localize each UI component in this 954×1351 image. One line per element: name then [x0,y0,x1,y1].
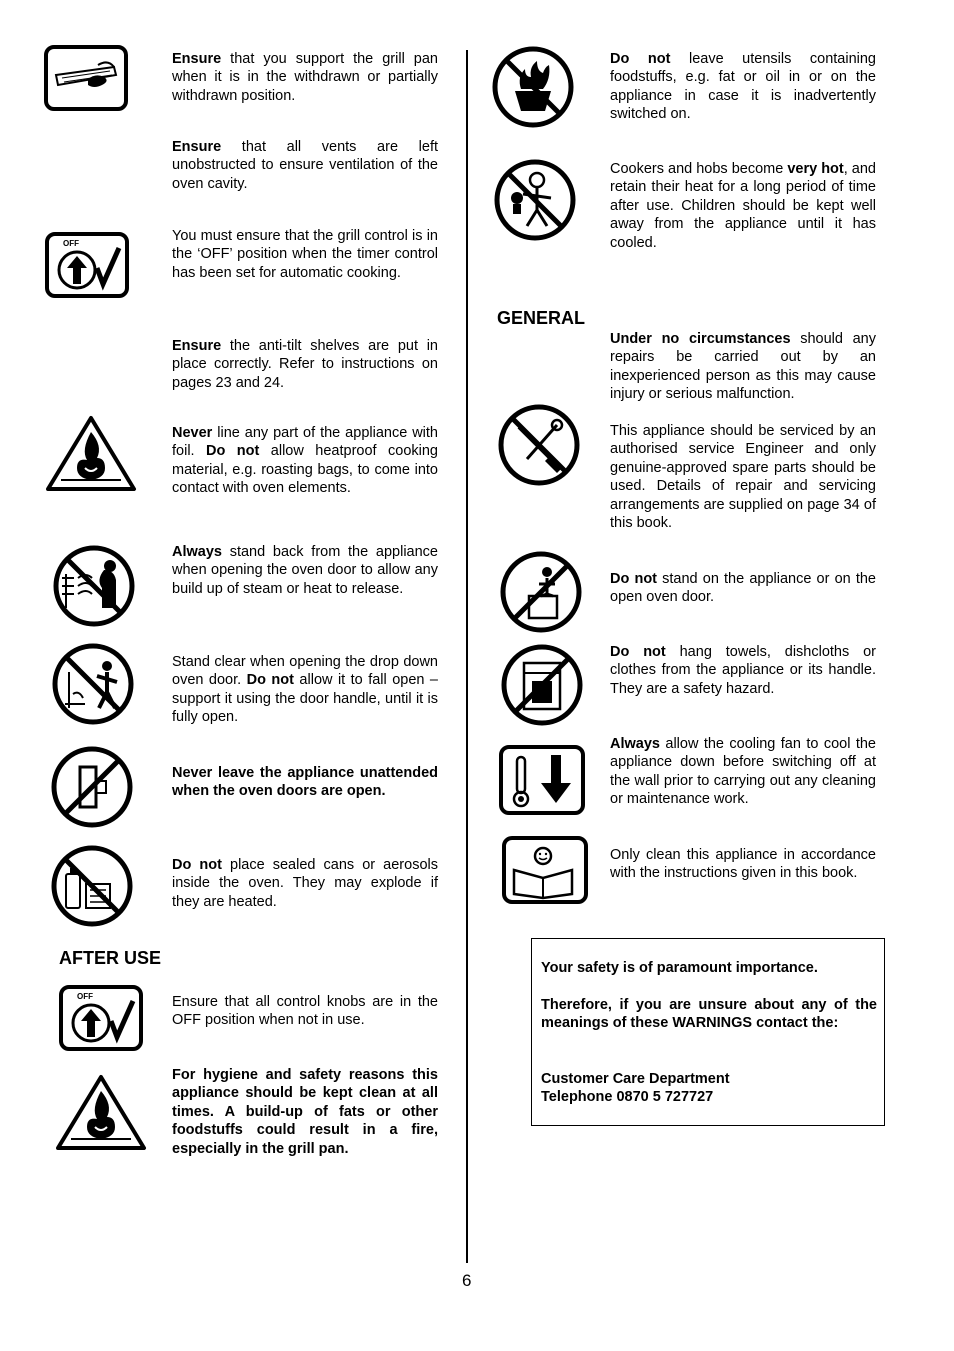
grill-control-text: You must ensure that the grill control is in the ‘OFF’ position when the timer control has been set for automatic cooking. [172,228,438,281]
thermometer-cooling-icon [499,745,585,815]
read-book-icon [502,836,588,904]
knobs-off-text: Ensure that all control knobs are in the OFF position when not in use. [172,994,438,1029]
safety-line-1: Your safety is of paramount importance. [541,960,818,976]
column-divider [466,50,468,1263]
child-prohibition-icon [493,158,577,242]
after-use-heading: AFTER USE [59,948,162,968]
telephone-number: Telephone 0870 5 727727 [541,1089,714,1105]
aerosols-text: Do not place sealed cans or aerosols inside the oven. They may explode if they are heated. [172,857,438,910]
general-heading: GENERAL [497,308,586,328]
hygiene-text: For hygiene and safety reasons this appliance should be kept clean at all times. A build-up of fats or other foodstuffs could result in a fire, especially in the grill pan. [172,1067,438,1157]
foil-text: Never line any part of the appliance with foil. Do not allow heatproof cooking material, e.g. roasting bags, to come into contact with oven elements. [172,425,438,497]
very-hot-text: Cookers and hobs become very hot, and retain their heat for a long period of time after use. Children should be kept well away from the appliance until it has cooled. [610,161,876,251]
off-label-2: OFF [77,992,93,1001]
fire-warning-icon-2 [55,1073,147,1151]
cooling-fan-text: Always allow the cooling fan to cool the appliance down before switching off at the wall prior to carrying out any cleaning or maintenance work. [610,736,876,808]
drop-door-prohibition-icon [51,642,135,726]
unattended-text: Never leave the appliance unattended when the oven doors are open. [172,765,438,800]
safety-line-2: Therefore, if you are unsure about any of the meanings of these WARNINGS contact the: [541,997,877,1032]
utensils-text: Do not leave utensils containing foodstuffs, e.g. fat or oil in or on the appliance in case it is inadvertently switched on. [610,51,876,123]
page-number: 6 [462,1271,472,1290]
open-door-prohibition-icon [50,745,134,829]
aerosol-prohibition-icon [50,844,134,928]
steam-text: Always stand back from the appliance when opening the oven door to allow any build up of steam or heat to release. [172,544,438,597]
stand-prohibition-icon [499,550,583,634]
steam-prohibition-icon [52,544,136,628]
grill-pan-hand-icon [44,45,128,111]
safety-notice-box [531,938,885,1126]
off-arrow-check-icon [45,232,129,298]
service-text: This appliance should be serviced by an authorised service Engineer and only genuine-approved spare parts should be used. Details of repair and servicing arrangements are supplied on page 34 of this book. [610,423,876,532]
tools-prohibition-icon [497,403,581,487]
towel-prohibition-icon [500,643,584,727]
grill-support-text: Ensure that you support the grill pan when it is in the withdrawn or partially withdrawn position. [172,51,438,104]
clean-instructions-text: Only clean this appliance in accordance with the instructions given in this book. [610,847,876,882]
customer-care-label: Customer Care Department [541,1071,730,1087]
fat-fire-prohibition-icon [491,45,575,129]
repairs-text: Under no circumstances should any repairs be carried out by an inexperienced person as this may cause injury or serious malfunction. [610,331,876,403]
off-knob-check-icon [59,985,143,1051]
vents-text: Ensure that all vents are left unobstructed to ensure ventilation of the oven cavity. [172,139,438,192]
towels-text: Do not hang towels, dishcloths or clothes from the appliance or its handle. They are a safety hazard. [610,644,876,697]
off-label: OFF [63,239,79,248]
stand-text: Do not stand on the appliance or on the open oven door. [610,571,876,606]
fire-warning-icon [45,414,137,492]
drop-door-text: Stand clear when opening the drop down oven door. Do not allow it to fall open – support it using the door handle, until it is fully open. [172,654,438,726]
anti-tilt-text: Ensure the anti-tilt shelves are put in place correctly. Refer to instructions on pages 23 and 24. [172,338,438,391]
